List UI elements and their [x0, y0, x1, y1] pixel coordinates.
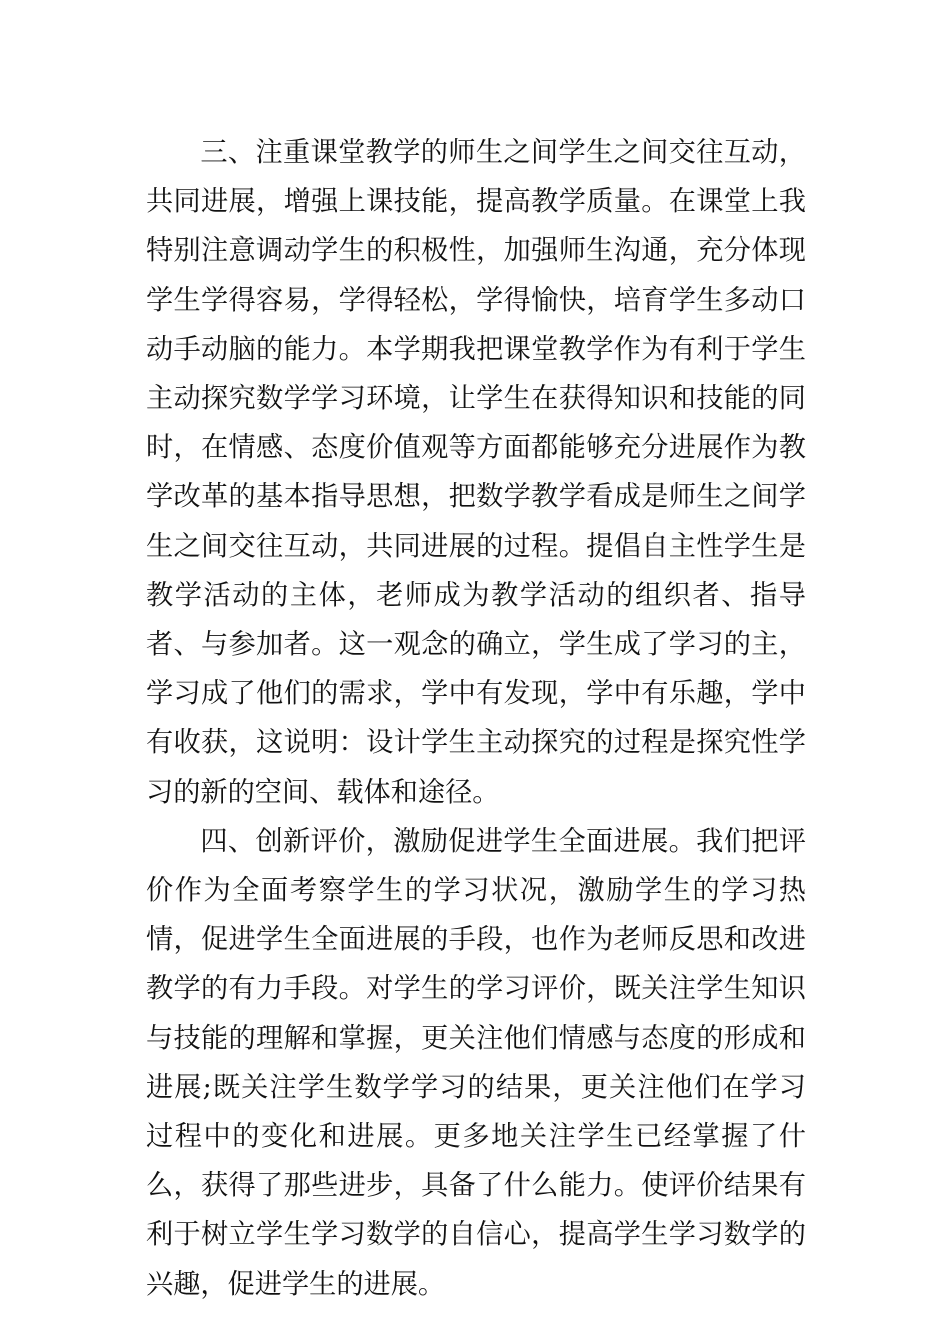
paragraph-section-three: 三、注重课堂教学的师生之间学生之间交往互动，共同进展，增强上课技能，提高教学质量。在课堂上我特别注意调动学生的积极性，加强师生沟通，充分体现学生学得容易，学得轻松，学得愉快，培育学生多动口动手动脑的能力。本学期我把课堂教学作为有利于学生主动探究数学学习环境，让学生在获得知识和技能的同时，在情感、态度价值观等方面都能够充分进展作为教学改革的基本指导思想，把数学教学看成是师生之间学生之间交往互动，共同进展的过程。提倡自主性学生是教学活动的主体，老师成为教学活动的组织者、指导者、与参加者。这一观念的确立，学生成了学习的主，学习成了他们的需求，学中有发现，学中有乐趣，学中有收获，这说明：设计学生主动探究的过程是探究性学习的新的空间、载体和途径。: [146, 137, 806, 808]
paragraph-section-four: 四、创新评价，激励促进学生全面进展。我们把评价作为全面考察学生的学习状况，激励学生的学习热情，促进学生全面进展的手段，也作为老师反思和改进教学的有力手段。对学生的学习评价，既关注学生知识与技能的理解和掌握，更关注他们情感与态度的形成和进展;既关注学生数学学习的结果，更关注他们在学习过程中的变化和进展。更多地关注学生已经掌握了什么，获得了那些进步，具备了什么能力。使评价结果有利于树立学生学习数学的自信心，提高学生学习数学的兴趣，促进学生的进展。: [146, 825, 806, 1300]
document-body: [146, 128, 806, 1309]
